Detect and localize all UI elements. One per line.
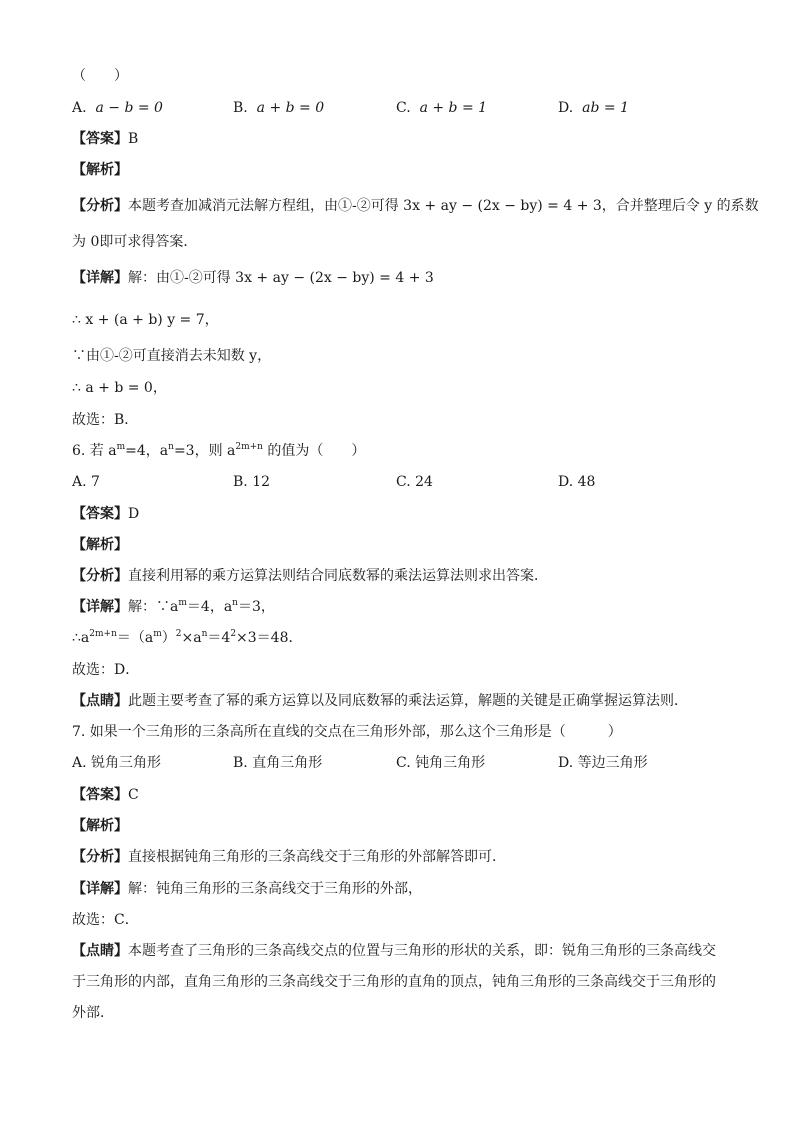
- q6-option-a: A. 7: [72, 474, 100, 490]
- fenxi-text: 直接利用幂的乘方运算法则结合同底数幂的乘法运算法则求出答案．: [128, 568, 548, 584]
- fenxi-tag: 【分析】: [72, 849, 128, 865]
- xiangjie-tag: 【详解】: [72, 881, 128, 897]
- q7-dianjing-cont-2: 外部．: [72, 1005, 114, 1021]
- dianjing-text: 本题考查了三角形的三条高线交点的位置与三角形的形状的关系，即：锐角三角形的三条高线交: [128, 943, 716, 959]
- q6-option-d: D. 48: [558, 474, 596, 490]
- calc-part: ×a: [181, 630, 202, 646]
- answer-value: D: [128, 506, 140, 522]
- calc-part: ＝4: [207, 630, 231, 646]
- answer-tag: 【答案】: [72, 506, 128, 522]
- dianjing-text: 此题主要考查了幂的乘方运算以及同底数幂的乘法运算，解题的关键是正确掌握运算法则．: [128, 693, 688, 709]
- q5-option-b-text: a + b = 0: [256, 100, 325, 116]
- q5-analysis-heading: [72, 160, 128, 180]
- answer-tag: 【答案】: [72, 787, 128, 803]
- q6-xiangjie: [72, 597, 275, 617]
- xiangjie-part: 解：∵a: [128, 599, 179, 615]
- q5-option-c-label: C.: [396, 100, 411, 116]
- q6-stem-part: 6. 若 a: [72, 443, 117, 459]
- q5-option-b-label: B.: [233, 100, 248, 116]
- calc-part: ∴a: [72, 630, 90, 646]
- q7-dianjing: [72, 941, 716, 961]
- q5-answer: [72, 129, 138, 149]
- q5-option-d-label: D.: [558, 100, 574, 116]
- xiangjie-text: 解：由①-②可得 3x + ay − (2x − by) = 4 + 3: [128, 270, 434, 286]
- xiangjie-part: ＝4，a: [186, 599, 233, 615]
- q7-option-a: A. 锐角三角形: [72, 755, 162, 771]
- calc-sup: 2: [230, 629, 237, 639]
- q7-xiangjie: [72, 879, 422, 899]
- q7-answer: [72, 785, 139, 805]
- q7-analysis-heading: [72, 816, 128, 836]
- q5-option-a-text: a − b = 0: [95, 100, 163, 116]
- q5-step-3: ∴ a + b = 0，: [72, 380, 167, 396]
- calc-part: ＝（a: [116, 630, 154, 646]
- q6-stem-part: 的值为（ ）: [262, 443, 366, 459]
- q5-conclusion: 故选：B．: [72, 412, 139, 428]
- q5-fenxi: [72, 196, 759, 216]
- q6-fenxi: [72, 566, 548, 586]
- analysis-tag: 【解析】: [72, 537, 128, 553]
- q5-option-a: [72, 98, 163, 118]
- xiangjie-tag: 【详解】: [72, 599, 128, 615]
- q5-fenxi-cont: 为 0即可求得答案．: [72, 234, 198, 250]
- q6-stem-sup: m: [116, 442, 126, 452]
- q6-conclusion: 故选：D．: [72, 662, 140, 678]
- q7-option-d: D. 等边三角形: [558, 755, 648, 771]
- analysis-tag: 【解析】: [72, 162, 128, 178]
- q7-option-c: C. 钝角三角形: [396, 755, 486, 771]
- q7-dianjing-cont-1: 于三角形的内部，直角三角形的三条高线交于三角形的直角的顶点，钝角三角形的三条高线交于三角形的: [72, 974, 716, 990]
- q6-stem: [72, 441, 365, 461]
- q6-calculation: [72, 628, 303, 648]
- q5-option-a-label: A.: [72, 100, 87, 116]
- xiangjie-sup: m: [178, 598, 187, 608]
- q7-option-b: B. 直角三角形: [233, 755, 323, 771]
- q5-option-c: [396, 98, 487, 118]
- dianjing-tag: 【点睛】: [72, 943, 128, 959]
- q6-option-b: B. 12: [233, 474, 271, 490]
- q7-stem: 7. 如果一个三角形的三条高所在直线的交点在三角形外部，那么这个三角形是（ ）: [72, 724, 622, 740]
- xiangjie-tag: 【详解】: [72, 270, 128, 286]
- calc-sup: n: [201, 629, 208, 639]
- fenxi-tag: 【分析】: [72, 198, 128, 214]
- xiangjie-sup: n: [232, 598, 238, 608]
- q5-option-b: [233, 98, 324, 118]
- calc-sup: 2: [175, 629, 182, 639]
- q6-stem-part: =3，则 a: [173, 443, 236, 459]
- calc-part: ）: [161, 630, 176, 646]
- q5-option-d-text: ab = 1: [582, 100, 629, 116]
- q6-stem-sup: n: [168, 442, 174, 452]
- fenxi-text: 本题考查加减消元法解方程组，由①-②可得 3x + ay − (2x − by) = 4 + 3，合并整理后令 y 的系数: [128, 198, 759, 214]
- fenxi-tag: 【分析】: [72, 568, 128, 584]
- q7-conclusion: 故选：C．: [72, 912, 139, 928]
- q5-xiangjie: [72, 268, 434, 288]
- q7-fenxi: [72, 847, 506, 867]
- xiangjie-text: 解：钝角三角形的三条高线交于三角形的外部，: [128, 881, 422, 897]
- calc-sup: m: [153, 629, 162, 639]
- xiangjie-part: ＝3，: [237, 599, 275, 615]
- q5-step-2: ∵由①-②可直接消去未知数 y，: [72, 348, 272, 364]
- answer-value: B: [128, 131, 139, 147]
- q5-stem-tail: （ ）: [72, 68, 128, 84]
- calc-part: ×3＝48．: [236, 630, 303, 646]
- q6-option-c: C. 24: [396, 474, 433, 490]
- q6-stem-sup: 2m+n: [235, 442, 263, 452]
- q6-answer: [72, 504, 139, 524]
- q6-dianjing: [72, 691, 688, 711]
- q5-step-1: ∴ x + (a + b) y = 7，: [72, 312, 219, 328]
- fenxi-text: 直接根据钝角三角形的三条高线交于三角形的外部解答即可．: [128, 849, 506, 865]
- answer-value: C: [128, 787, 139, 803]
- dianjing-tag: 【点睛】: [72, 693, 128, 709]
- q5-option-d: [558, 98, 629, 118]
- calc-sup: 2m+n: [89, 629, 117, 639]
- q6-stem-part: =4，a: [125, 443, 169, 459]
- q5-option-c-text: a + b = 1: [419, 100, 488, 116]
- q6-analysis-heading: [72, 535, 128, 555]
- analysis-tag: 【解析】: [72, 818, 128, 834]
- answer-tag: 【答案】: [72, 131, 128, 147]
